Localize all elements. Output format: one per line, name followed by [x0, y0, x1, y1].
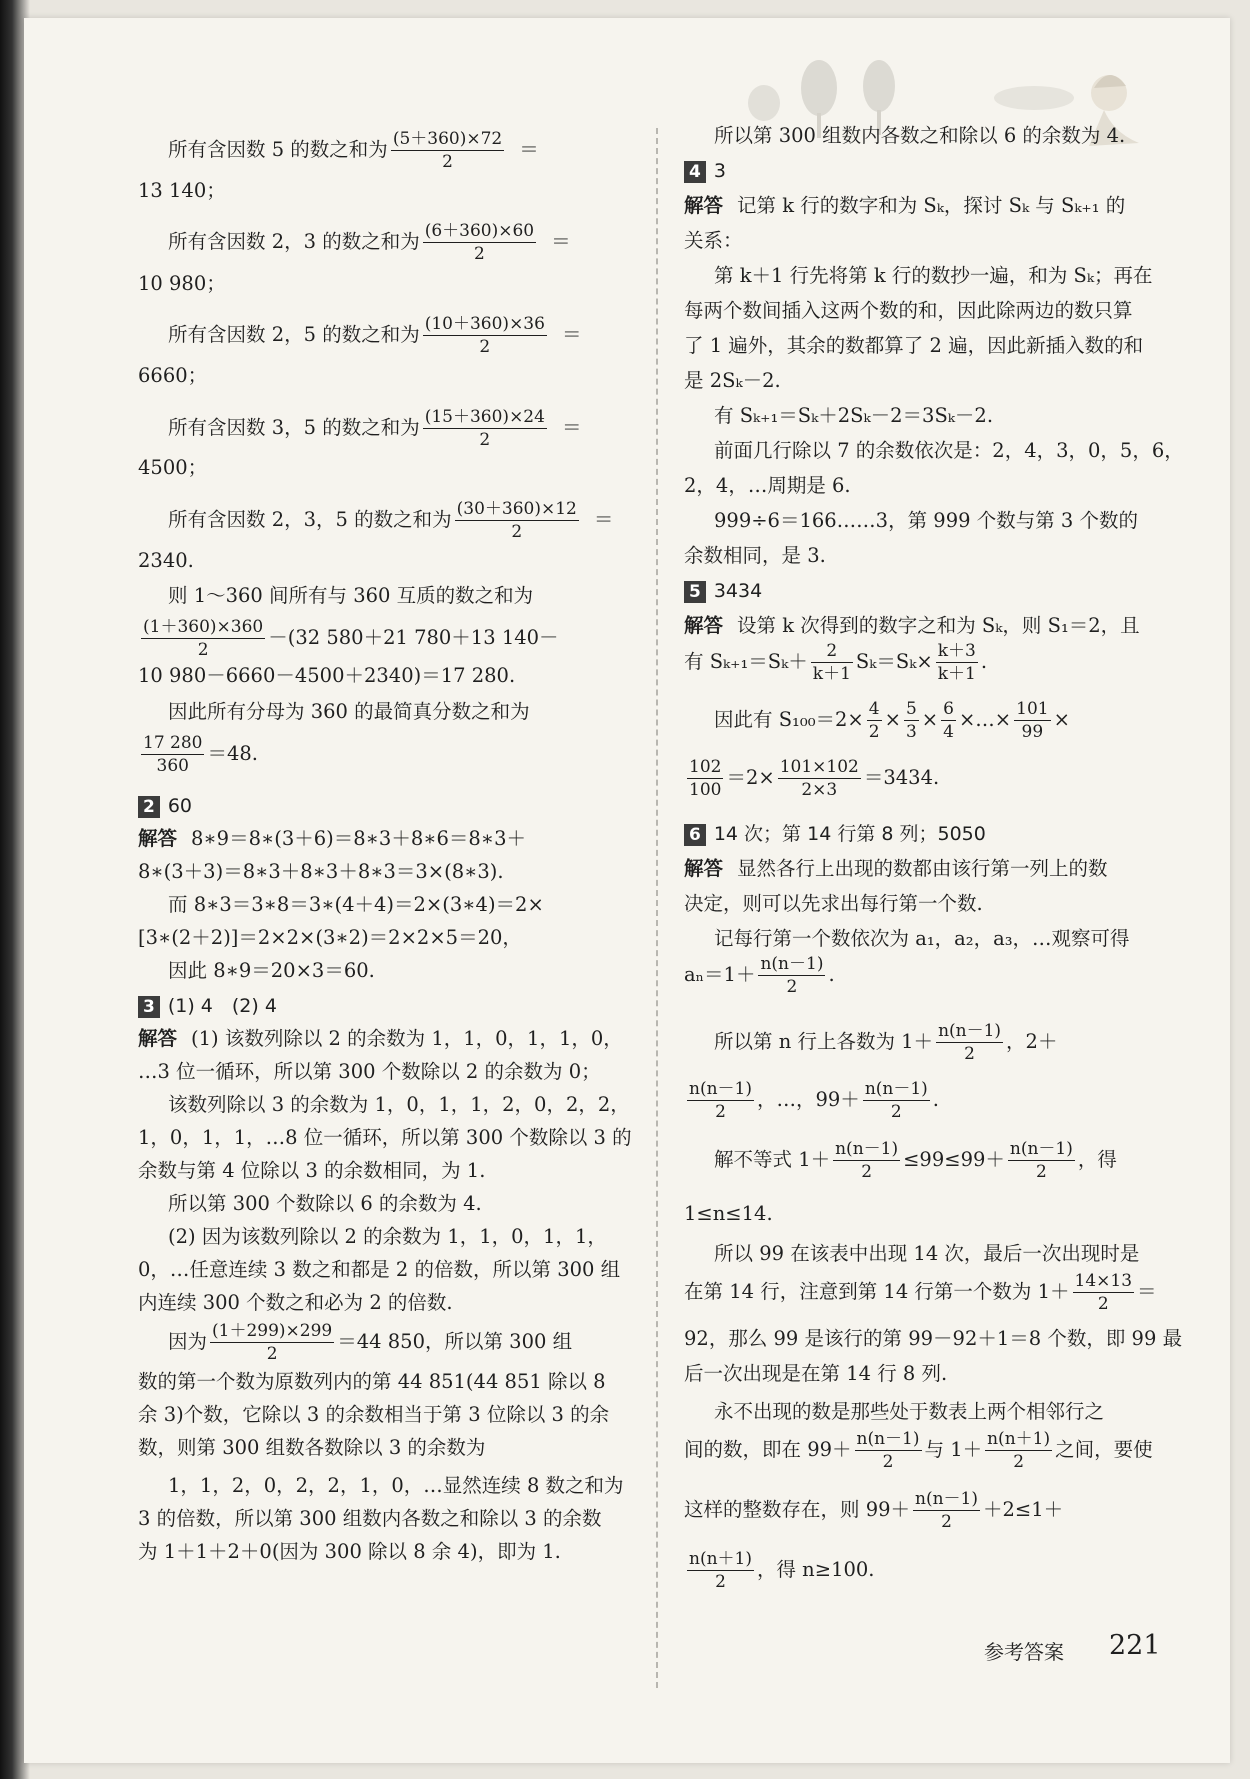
- fraction: [863, 1078, 930, 1123]
- denominator: 2: [868, 722, 880, 742]
- question-3-header: [138, 990, 277, 1022]
- text: ，2＋: [1006, 1030, 1058, 1053]
- fraction: [985, 1428, 1052, 1473]
- text: ，…，99＋: [756, 1088, 860, 1111]
- text: ＝: [561, 416, 582, 439]
- answer-value: (1) 4 (2) 4: [167, 995, 277, 1017]
- numerator: 102: [689, 757, 722, 777]
- denominator: 2: [941, 1512, 952, 1532]
- line: 决定，则可以先求出每行第一个数.: [684, 892, 983, 915]
- column-divider: [656, 128, 658, 1688]
- numerator: n(n＋1): [987, 1429, 1051, 1449]
- answer-value: 14 次；第 14 行第 8 列；5050: [713, 823, 986, 845]
- numerator: 2: [811, 640, 853, 663]
- fraction: [913, 1488, 980, 1533]
- fraction: [936, 1020, 1003, 1065]
- text: 记第 k 行的数字和为 Sₖ，探讨 Sₖ 与 Sₖ₊₁ 的: [737, 194, 1126, 217]
- numerator: (5＋360)×72: [392, 129, 503, 149]
- fraction: [1014, 698, 1050, 743]
- denominator: 2: [266, 1344, 278, 1364]
- denominator: 2: [197, 640, 209, 660]
- numerator: 101: [1016, 699, 1049, 719]
- text: 所以第 n 行上各数为 1＋: [714, 1030, 934, 1053]
- line: 1，1，2，0，2，2，1，0，…显然连续 8 数之和为: [168, 1474, 624, 1497]
- line: 为 1＋1＋2＋0(因为 300 除以 8 余 4)，即为 1.: [138, 1540, 561, 1563]
- line: 2340.: [138, 549, 194, 572]
- denominator: 2: [1097, 1294, 1109, 1314]
- line: [684, 610, 1140, 641]
- line: 后一次出现是在第 14 行 8 列.: [684, 1362, 948, 1385]
- numerator: 6: [943, 699, 954, 719]
- line: [684, 1548, 875, 1593]
- line: 6660；: [138, 364, 208, 387]
- text: 显然各行上出现的数都由该行第一列上的数: [737, 857, 1108, 880]
- fraction: [423, 313, 547, 358]
- answer-value: 60: [167, 795, 193, 817]
- line: 所以第 300 组数内各数之和除以 6 的余数为 4.: [714, 124, 1126, 147]
- denominator: 4: [943, 722, 954, 742]
- question-number-badge: 6: [684, 824, 706, 846]
- text: 8∗9＝8∗(3＋6)＝8∗3＋8∗6＝8∗3＋: [191, 827, 526, 850]
- solution-label: 解答: [684, 194, 724, 217]
- numerator: n(n－1): [1009, 1139, 1073, 1159]
- text: ×: [1053, 708, 1070, 731]
- line: [168, 313, 581, 358]
- question-5-header: [684, 575, 762, 607]
- line: 余 3)个数，它除以 3 的余数相当于第 3 位除以 3 的余: [138, 1403, 610, 1426]
- numerator: 4: [868, 699, 880, 719]
- fraction: [391, 128, 504, 173]
- fraction: [758, 953, 825, 998]
- fraction: [941, 698, 956, 743]
- line: [684, 1428, 1153, 1473]
- line: [684, 1078, 939, 1123]
- fraction: [855, 1428, 922, 1473]
- fraction: [455, 498, 579, 543]
- line: 了 1 遍外，其余的数都算了 2 遍，因此新插入数的和: [684, 334, 1144, 357]
- numerator: n(n＋1): [689, 1549, 752, 1569]
- line: 因此 8∗9＝20×3＝60.: [168, 959, 375, 982]
- denominator: 100: [689, 780, 722, 800]
- text: ＋2≤1＋: [983, 1498, 1064, 1521]
- denominator: 2: [479, 337, 491, 357]
- line: [714, 1020, 1057, 1065]
- line: …3 位一循环，所以第 300 个数除以 2 的余数为 0；: [138, 1060, 601, 1083]
- line: 永不出现的数是那些处于数表上两个相邻行之: [714, 1400, 1105, 1423]
- text: 与 1＋: [924, 1438, 983, 1461]
- line: 8∗(3＋3)＝8∗3＋8∗3＋8∗3＝3×(8∗3).: [138, 860, 504, 883]
- line: 4500；: [138, 456, 208, 479]
- text: ＝: [519, 138, 539, 161]
- numerator: 17 280: [143, 733, 203, 753]
- line: 2，4，…周期是 6.: [684, 474, 851, 497]
- numerator: 101×102: [779, 757, 859, 777]
- fraction: [1073, 1270, 1135, 1315]
- text: 所有含因数 3，5 的数之和为: [168, 416, 420, 439]
- line: 92，那么 99 是该行的第 99－92＋1＝8 个数，即 99 最: [684, 1327, 1183, 1350]
- denominator: 2: [511, 522, 523, 542]
- fraction: [423, 220, 536, 265]
- line: [684, 953, 835, 998]
- denominator: 2: [861, 1162, 873, 1182]
- text: ＝: [593, 508, 614, 531]
- line: (2) 因为该数列除以 2 的余数为 1，1，0，1，1，: [168, 1225, 607, 1248]
- text: －(32 580＋21 780＋13 140－: [268, 626, 559, 649]
- fraction: [936, 640, 978, 685]
- text: 在第 14 行，注意到第 14 行第一个数为 1＋: [684, 1280, 1070, 1303]
- text: ≤99≤99＋: [903, 1148, 1005, 1171]
- line: [138, 1023, 623, 1054]
- text: ，得: [1077, 1148, 1117, 1171]
- line: 13 140；: [138, 179, 226, 202]
- denominator: 2: [964, 1044, 975, 1064]
- line: 因此所有分母为 360 的最简真分数之和为: [168, 700, 530, 723]
- numerator: (1＋299)×299: [212, 1321, 333, 1341]
- line: [168, 406, 581, 451]
- numerator: (6＋360)×60: [424, 221, 535, 241]
- fraction: [811, 640, 853, 685]
- denominator: 99: [1021, 722, 1044, 742]
- question-number-badge: 5: [684, 581, 706, 603]
- denominator: 2: [442, 152, 453, 172]
- denominator: 2: [786, 977, 798, 997]
- question-6-header: [684, 818, 986, 850]
- solution-label: 解答: [138, 827, 178, 850]
- question-number-badge: 2: [138, 796, 160, 818]
- fraction: [1008, 1138, 1075, 1183]
- page-number: 221: [1109, 1630, 1161, 1661]
- denominator: 2: [890, 1102, 902, 1122]
- text: ＝44 850，所以第 300 组: [337, 1330, 573, 1353]
- text: aₙ＝1＋: [684, 963, 756, 986]
- numerator: n(n－1): [835, 1139, 899, 1159]
- line: 10 980－6660－4500＋2340)＝17 280.: [138, 664, 516, 687]
- line: [684, 640, 987, 685]
- text: (1) 该数列除以 2 的余数为 1，1，0，1，1，0，: [191, 1027, 623, 1050]
- line: 余数与第 4 位除以 3 的余数相同，为 1.: [138, 1159, 486, 1182]
- text: ＝: [551, 230, 571, 253]
- question-number-badge: 4: [684, 161, 706, 183]
- question-number-badge: 3: [138, 996, 160, 1018]
- text: 间的数，即在 99＋: [684, 1438, 852, 1461]
- text: 所有含因数 2，3，5 的数之和为: [168, 508, 452, 531]
- denominator: 2: [1013, 1452, 1025, 1472]
- text: .: [932, 1088, 939, 1111]
- denominator: 360: [156, 756, 189, 776]
- text: ×: [921, 708, 939, 731]
- line: [714, 1138, 1117, 1183]
- line: 余数相同，是 3.: [684, 544, 826, 567]
- fraction: [687, 756, 723, 801]
- text: .: [980, 650, 988, 673]
- line: [684, 756, 939, 801]
- denominator: 2: [882, 1452, 894, 1472]
- line: [138, 823, 526, 854]
- denominator: 2: [1035, 1162, 1047, 1182]
- line: 每两个数间插入这两个数的和，因此除两边的数只算: [684, 299, 1133, 322]
- line: [3∗(2＋2)]＝2×2×(3∗2)＝2×2×5＝20，: [138, 926, 522, 949]
- numerator: (10＋360)×36: [424, 314, 545, 334]
- text: ＝48.: [207, 742, 258, 765]
- line: 0，…任意连续 3 数之和都是 2 的倍数，所以第 300 组: [138, 1258, 621, 1281]
- text: ×: [884, 708, 901, 731]
- fraction: [141, 616, 265, 661]
- line: [714, 698, 1070, 743]
- numerator: n(n－1): [760, 954, 824, 974]
- text: ＝: [561, 323, 582, 346]
- solution-label: 解答: [684, 857, 724, 880]
- text: ＝: [1137, 1280, 1157, 1303]
- line: [168, 128, 539, 173]
- line: 1，0，1，1，…8 位一循环，所以第 300 个数除以 3 的: [138, 1126, 632, 1149]
- denominator: 2: [715, 1102, 726, 1122]
- fraction: [833, 1138, 900, 1183]
- numerator: n(n－1): [915, 1489, 978, 1509]
- line: 是 2Sₖ－2.: [684, 369, 781, 392]
- fraction: [687, 1548, 754, 1593]
- line: 999÷6＝166……3，第 999 个数与第 3 个数的: [714, 509, 1139, 532]
- text: ＝2×: [726, 766, 775, 789]
- numerator: 14×13: [1074, 1271, 1133, 1291]
- solution-label: 解答: [138, 1027, 178, 1050]
- denominator: 2: [479, 430, 491, 450]
- text: 设第 k 次得到的数字之和为 Sₖ，则 S₁＝2，且: [737, 614, 1140, 637]
- solution-label: 解答: [684, 614, 724, 637]
- line: 数，则第 300 组数各数除以 3 的余数为: [138, 1436, 486, 1459]
- text: 因为: [168, 1330, 208, 1353]
- line: 记每行第一个数依次为 a₁，a₂，a₃，…观察可得: [714, 927, 1130, 950]
- line: [168, 220, 571, 265]
- fraction: [778, 756, 861, 801]
- line: 1≤n≤14.: [684, 1202, 773, 1225]
- line: 所以第 300 个数除以 6 的余数为 4.: [168, 1192, 482, 1215]
- line: 而 8∗3＝3∗8＝3∗(4＋4)＝2×(3∗4)＝2×: [168, 893, 544, 916]
- line: 内连续 300 个数之和必为 2 的倍数.: [138, 1291, 453, 1314]
- answer-value: 3434: [713, 580, 763, 602]
- numerator: (1＋360)×360: [143, 617, 264, 637]
- line: 该数列除以 3 的余数为 1，0，1，1，2，0，2，2，: [168, 1093, 630, 1116]
- text: 解不等式 1＋: [714, 1148, 831, 1171]
- text: .: [828, 963, 835, 986]
- text: ＝3434.: [863, 766, 940, 789]
- line: 第 k＋1 行先将第 k 行的数抄一遍，和为 Sₖ；再在: [714, 264, 1153, 287]
- line: [168, 498, 613, 543]
- text: ×…×: [958, 708, 1012, 731]
- text: 所有含因数 2，5 的数之和为: [168, 323, 420, 346]
- numerator: n(n－1): [938, 1021, 1002, 1041]
- text: 这样的整数存在，则 99＋: [684, 1498, 911, 1521]
- line: 关系：: [684, 229, 743, 252]
- numerator: 5: [905, 699, 917, 719]
- line: 前面几行除以 7 的余数依次是：2，4，3，0，5，6，: [714, 439, 1184, 462]
- line: [168, 1320, 572, 1365]
- line: [138, 616, 559, 661]
- text: 所有含因数 5 的数之和为: [168, 138, 388, 161]
- fraction: [867, 698, 882, 743]
- fraction: [687, 1078, 754, 1123]
- line: 数的第一个数为原数列内的第 44 851(44 851 除以 8: [138, 1370, 606, 1393]
- denominator: k＋1: [937, 664, 976, 684]
- fraction: [423, 406, 547, 451]
- numerator: n(n－1): [689, 1079, 752, 1099]
- footer-label: 参考答案: [984, 1640, 1064, 1664]
- text: Sₖ＝Sₖ×: [855, 650, 933, 673]
- fraction: [210, 1320, 334, 1365]
- denominator: 2×3: [801, 780, 838, 800]
- denominator: 2: [474, 244, 485, 264]
- numerator: n(n－1): [856, 1429, 920, 1449]
- denominator: k＋1: [812, 664, 851, 684]
- denominator: 2: [715, 1572, 726, 1592]
- numerator: (30＋360)×12: [456, 499, 577, 519]
- line: [684, 853, 1108, 884]
- answer-page: [24, 18, 1230, 1763]
- numerator: (15＋360)×24: [424, 407, 545, 427]
- text: 所有含因数 2，3 的数之和为: [168, 230, 420, 253]
- line: [684, 1270, 1157, 1315]
- numerator: k＋3: [937, 641, 976, 661]
- question-2-header: [138, 790, 192, 822]
- text: 之间，要使: [1055, 1438, 1153, 1461]
- line: [684, 1488, 1063, 1533]
- question-4-header: [684, 155, 726, 187]
- line: [684, 190, 1125, 221]
- text: 有 Sₖ₊₁＝Sₖ＋: [684, 650, 808, 673]
- line: 10 980；: [138, 272, 226, 295]
- line: 则 1～360 间所有与 360 互质的数之和为: [168, 584, 534, 607]
- fraction: [904, 698, 919, 743]
- line: 3 的倍数，所以第 300 组数内各数之和除以 3 的余数: [138, 1507, 602, 1530]
- numerator: n(n－1): [864, 1079, 928, 1099]
- text: 因此有 S₁₀₀＝2×: [714, 708, 864, 731]
- line: 有 Sₖ₊₁＝Sₖ＋2Sₖ－2＝3Sₖ－2.: [714, 404, 994, 427]
- fraction: [141, 732, 204, 777]
- answer-value: 3: [713, 160, 726, 182]
- line: 所以 99 在该表中出现 14 次，最后一次出现时是: [714, 1242, 1140, 1265]
- denominator: 3: [905, 722, 917, 742]
- text: ，得 n≥100.: [756, 1558, 875, 1581]
- line: [138, 732, 258, 777]
